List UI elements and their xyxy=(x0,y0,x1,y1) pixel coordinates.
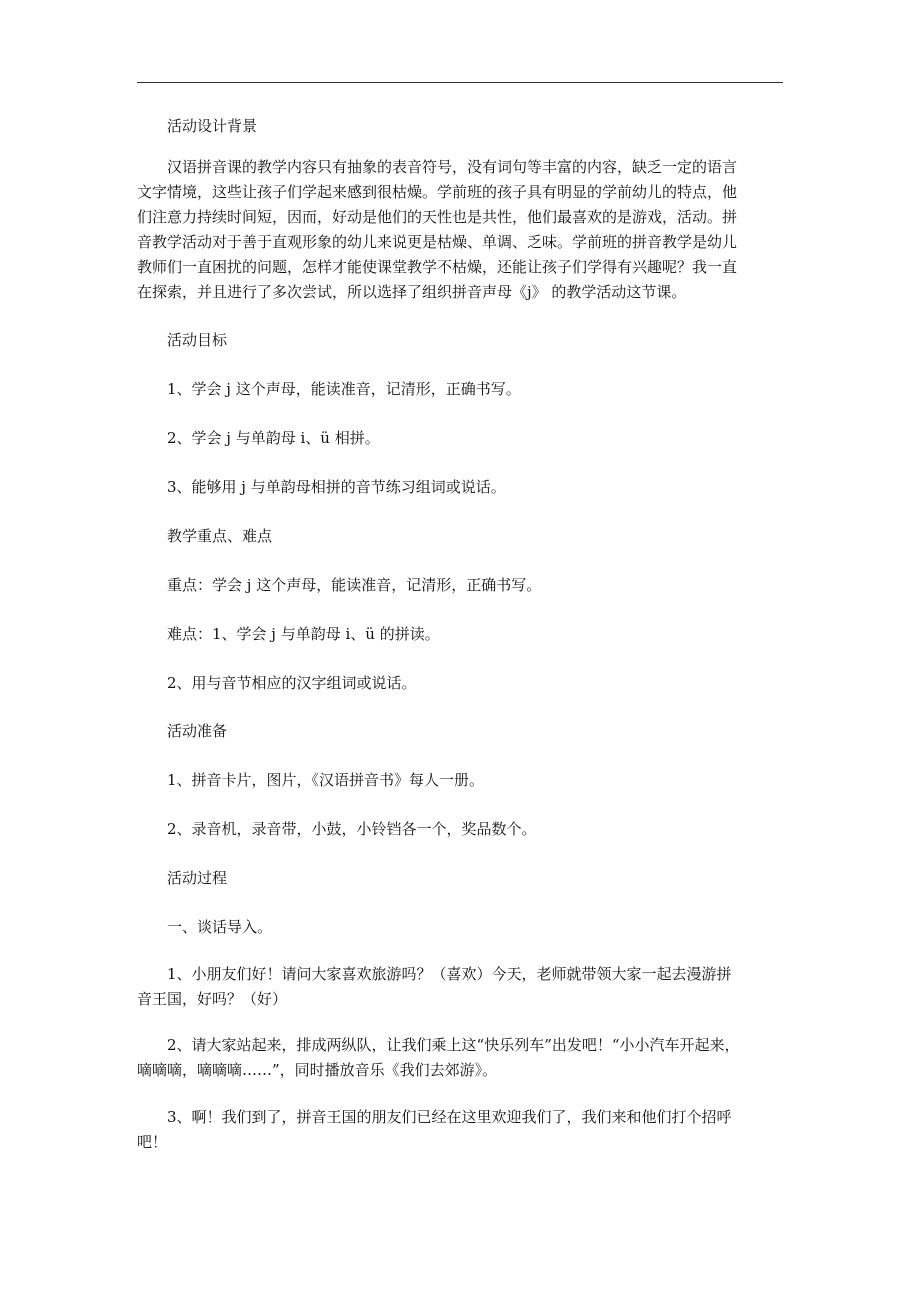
paragraph-line: 们注意力持续时间短，因而，好动是他们的天性也是共性，他们最喜欢的是游戏，活动。拼 xyxy=(137,208,738,226)
paragraph-line: 2、请大家站起来，排成两纵队，让我们乘上这“快乐列车”出发吧！“小小汽车开起来， xyxy=(167,1036,740,1054)
goal-item: 3、能够用 j 与单韵母相拼的音节练习组词或说话。 xyxy=(167,478,506,496)
process-paragraph xyxy=(137,1105,783,1155)
paragraph-line: 汉语拼音课的教学内容只有抽象的表音符号，没有词句等丰富的内容，缺乏一定的语言 xyxy=(167,158,738,176)
paragraph-line: 文字情境，这些让孩子们学起来感到很枯燥。学前班的孩子具有明显的学前幼儿的特点，他 xyxy=(137,183,738,201)
difficulty-item: 2、用与音节相应的汉字组词或说话。 xyxy=(167,674,417,692)
section-heading-goals: 活动目标 xyxy=(167,331,228,349)
key-point: 重点：学会 j 这个声母，能读准音，记清形，正确书写。 xyxy=(167,576,542,594)
paragraph-line: 教师们一直困扰的问题，怎样才能使课堂教学不枯燥，还能让孩子们学得有兴趣呢？我一直 xyxy=(137,258,738,276)
header-rule xyxy=(137,82,783,83)
difficulty-item: 难点：1、学会 j 与单韵母 i、ü 的拼读。 xyxy=(167,625,440,643)
paragraph-line: 吧！ xyxy=(137,1133,168,1151)
paragraph-line: 音王国，好吗？（好） xyxy=(137,990,288,1008)
goal-item: 1、学会 j 这个声母，能读准音，记清形，正确书写。 xyxy=(167,380,521,398)
section-heading-process: 活动过程 xyxy=(167,869,228,887)
preparation-item: 2、录音机，录音带，小鼓，小铃铛各一个，奖品数个。 xyxy=(167,820,537,838)
paragraph-line: 1、小朋友们好！请问大家喜欢旅游吗？（喜欢）今天，老师就带领大家一起去漫游拼 xyxy=(167,965,732,983)
section-heading-background: 活动设计背景 xyxy=(167,117,258,135)
paragraph-line: 在探索，并且进行了多次尝试，所以选择了组织拼音声母《j》 的教学活动这节课。 xyxy=(137,283,687,301)
paragraph-line: 嘀嘀嘀，嘀嘀嘀……”，同时播放音乐《我们去郊游》。 xyxy=(137,1061,498,1079)
section-heading-preparation: 活动准备 xyxy=(167,722,228,740)
process-paragraph xyxy=(137,1033,783,1083)
process-paragraph xyxy=(137,962,783,1012)
preparation-item: 1、拼音卡片，图片，《汉语拼音书》每人一册。 xyxy=(167,771,485,789)
process-step-heading: 一、谈话导入。 xyxy=(167,918,273,936)
section-heading-key-points: 教学重点、难点 xyxy=(167,527,273,545)
goal-item: 2、学会 j 与单韵母 i、ü 相拼。 xyxy=(167,429,380,447)
background-paragraph xyxy=(137,155,783,305)
paragraph-line: 音教学活动对于善于直观形象的幼儿来说更是枯燥、单调、乏味。学前班的拼音教学是幼儿 xyxy=(137,233,738,251)
paragraph-line: 3、啊！我们到了，拼音王国的朋友们已经在这里欢迎我们了，我们来和他们打个招呼 xyxy=(167,1108,732,1126)
